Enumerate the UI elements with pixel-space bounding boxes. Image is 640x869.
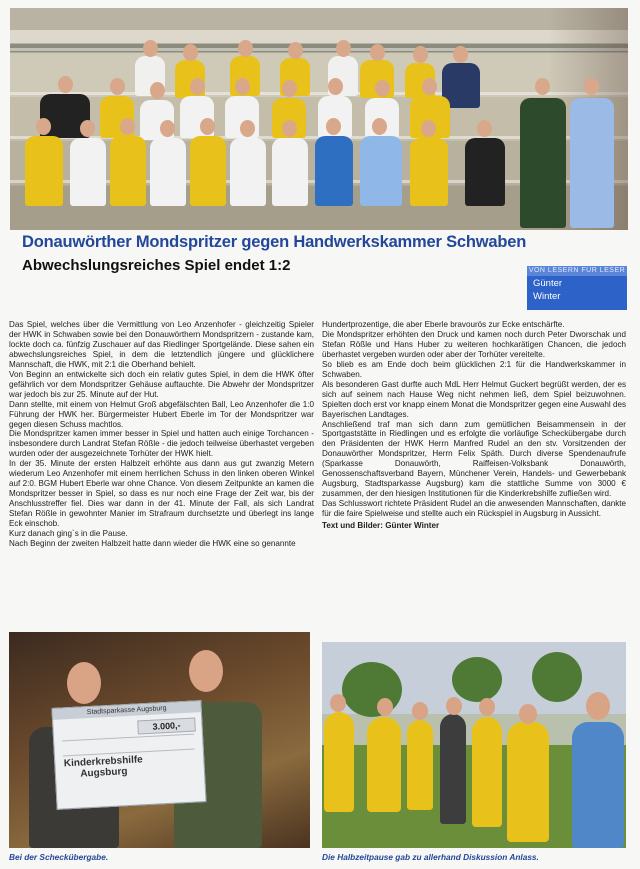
cheque-handover-photo: [9, 632, 310, 848]
caption-cheque-photo: Bei der Scheckübergabe.: [9, 852, 109, 862]
caption-halftime-photo: Die Halbzeitpause gab zu allerhand Diskussion Anlass.: [322, 852, 539, 862]
article-subheadline: Abwechslungsreiches Spiel endet 1:2: [22, 257, 291, 274]
paragraph: Das Schlusswort richtete Präsident Rudel an die anwesenden Mannschaften, dankte für die faire Spielweise und stellte auch ein Rückspiel in Augsburg in Aussicht.: [322, 499, 626, 519]
paragraph: Hundertprozentige, die aber Eberle bravourös zur Ecke entschärfte.: [322, 320, 565, 329]
paragraph: Das Spiel, welches über die Vermittlung von Leo Anzenhofer - gleichzeitig Spieler der HWK in Schwaben sowie bei den Donauwörthern Mondspritzern - zustande kam, lockte doch ca. fünfzig Zuschauer auf das Riedlinger Sportgelände. Diese sahen ein abwechslungsreiches Spiel, in dem die letztendlich jüngere und glücklichere Mannschaft, die HWK, mit 2:1 die Oberhand behielt.: [9, 320, 314, 369]
paragraph: Anschließend traf man sich dann zum gemütlichen Beisammensein in der Sportgaststätte in Riedlingen und es erfolgte die vorläufige Scheckübergabe durch den Präsidenten der HWK Herrn Manfred Rudel an den stv. Vorsitzenden der Donauwörther Mondspritzer, Herrn Felix Späth. Durch diverse Spendenaufrufe (Sparkasse Donauwörth, Raiffeisen-Volksbank Donauwörth, Genossenschaftsverband Bayern, Münchener Verein, Handels- und Gewerbebank Augsburg, Stadtsparkasse Augsburg) kam die stattliche Summe von 3000 € zusammen, der den hiesigen Institutionen für die Kinderkrebshilfe zufließen wird.: [322, 419, 626, 499]
article-column-left: [9, 320, 314, 620]
paragraph: In der 35. Minute der ersten Halbzeit erhöhte aus dann aus gut zwanzig Metern wiederum Leo Anzenhofer mit einem herrlichen Schuss in den linken oberen Winkel auf 2:0. BGM Hubert Eberle war ohne Chance. Von diesem Zeitpunkte an kamen die Mondspritzer besser in Spiel, so dass es nur noch eine Frage der Zeit war, bis der Anschlusstreffer fiel. Dies war dann in der 41. Minute der Fall, als sich Landrat Stefan Rößle in gewohnter Manier im Strafraum durchsetzte und überlegt ins lange Eck einschob.: [9, 459, 314, 529]
article-headline: Donauwörther Mondspritzer gegen Handwerkskammer Schwaben: [22, 233, 527, 251]
cheque-bank: Stadtsparkasse Augsburg: [52, 701, 200, 720]
article-credit: Text und Bilder: Günter Winter: [322, 521, 440, 531]
cheque: [51, 700, 206, 810]
paragraph: So blieb es am Ende doch beim glücklichen 2:1 für die Handwerkskammer in Schwaben.: [322, 359, 626, 379]
author-last-name: Winter: [533, 291, 561, 302]
article-column-right: [322, 320, 626, 620]
cheque-payee-line: Kinderkrebshilfe: [63, 754, 144, 770]
halftime-photo: [322, 642, 626, 848]
cheque-payee-line: Augsburg: [80, 766, 128, 780]
paragraph: Kurz danach ging`s in die Pause.: [9, 529, 128, 539]
author-band: VON LESERN FÜR LESER: [528, 267, 626, 274]
paragraph: Nach Beginn der zweiten Halbzeit hatte dann wieder die HWK eine so genannte: [9, 538, 296, 548]
cheque-payee: [63, 754, 144, 780]
cheque-amount: 3.000,-: [137, 717, 196, 734]
paragraph: Die Mondspritzer erhöhten den Druck und kamen noch durch Peter Dworschak und Stefan Rößle und Hans Huber zu weiteren hochkarätigen Chancen, die jedoch überhastet vergeben wurden oder aber der Torhüter vereitelte.: [322, 329, 626, 359]
paragraph: Dann stellte, mit einem von Helmut Groß abgefälschten Ball, Leo Anzenhofer die 1:0 Führung der HWK her. Bürgermeister Hubert Eberle im Tor der Mondspritzer war gegen diesen Schuss machtlos.: [9, 399, 314, 429]
author-first-name: Günter: [533, 278, 563, 289]
author-box: [527, 266, 627, 310]
team-photo: [10, 8, 628, 230]
paragraph: Die Mondspritzer kamen immer besser in Spiel und hatten auch einige Torchancen - insbesondere durch Landrat Stefan Rößle - die jedoch teilweise überhastet vergeben wurden oder der ausgezeichnete Torhüter der HWK hielt.: [9, 429, 314, 459]
paragraph: Von Beginn an entwickelte sich doch ein relativ gutes Spiel, in dem die HWK öfter gefährlich vor dem Mondspritzer Gehäuse auftauchte. Die Abwehr der Mondspritzer war jedoch bis zur 25. Minute auf der Hut.: [9, 369, 314, 399]
paragraph: Als besonderen Gast durfte auch MdL Herr Helmut Guckert begrüßt werden, der es sich auf seinem nach Hause Weg nicht nehmen ließ, dem Spiel beizuwohnen. Spielten doch erst vor knapp einem Monat die Mondspritzer gegen eine Auswahl des Bayerischen Landtages.: [322, 379, 626, 419]
